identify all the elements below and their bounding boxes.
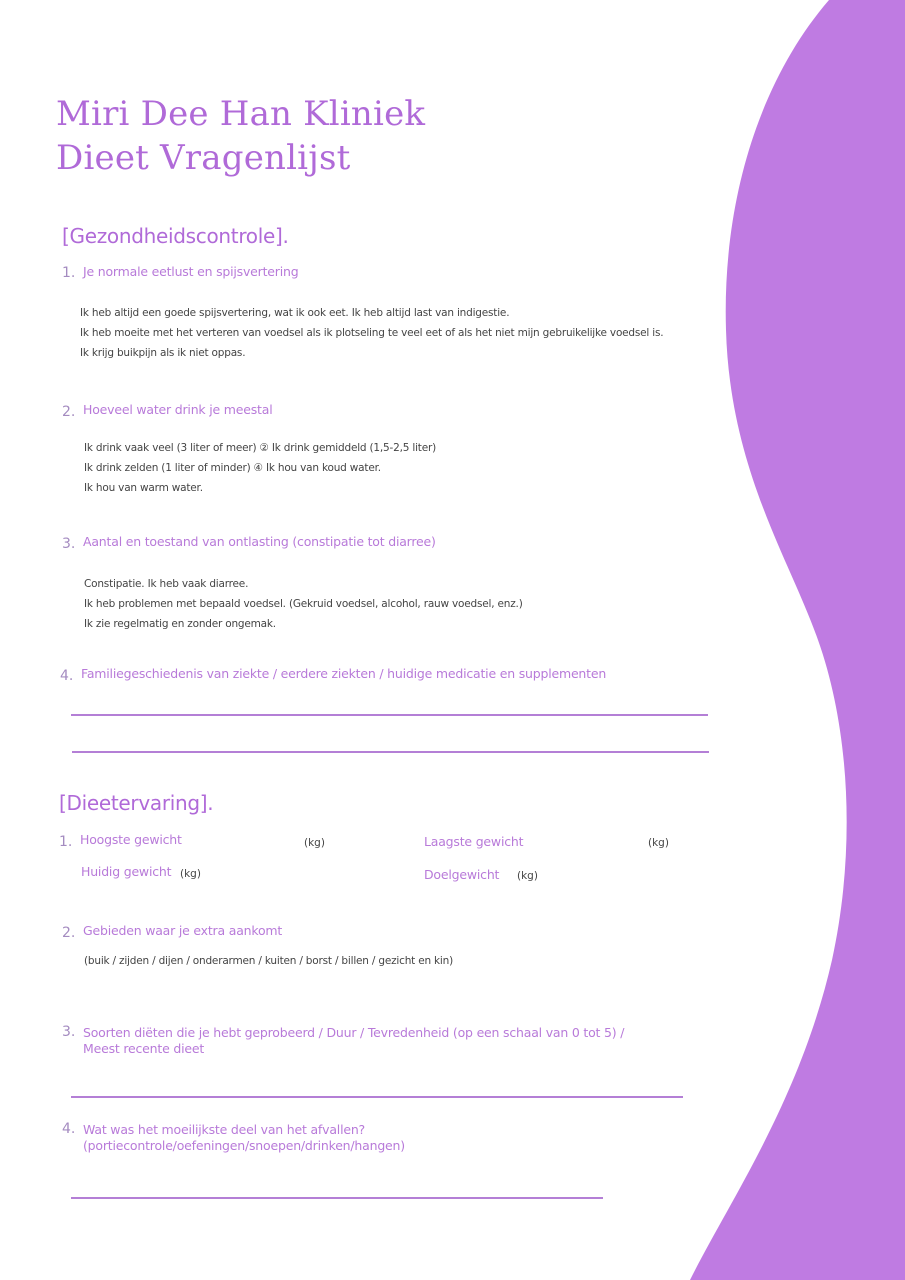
section-title-health-check: [Gezondheidscontrole].: [62, 224, 289, 248]
lowest-weight-label: Laagste gewicht: [424, 834, 524, 849]
question-label-appetite-digestion: Je normale eetlust en spijsvertering: [83, 264, 299, 279]
question-label-medical-history: Familiegeschiedenis van ziekte / eerdere ziekten / huidige medicatie en supplementen: [81, 666, 607, 681]
question-number: 2.: [62, 925, 76, 941]
question-number: 1.: [59, 834, 73, 850]
question-label-bowel-movement: Aantal en toestand van ontlasting (constipatie tot diarree): [83, 534, 436, 549]
option-item[interactable]: Ik hou van warm water.: [84, 482, 203, 494]
question-number: 3.: [62, 1024, 76, 1040]
options-appetite-digestion: [80, 303, 663, 363]
hint-text: (buik / zijden / dijen / onderarmen / kuiten / borst / billen / gezicht en kin): [84, 955, 453, 967]
question-label-line: Meest recente dieet: [83, 1041, 205, 1056]
option-item[interactable]: Ik heb moeite met het verteren van voedsel als ik plotseling te veel eet of als het niet mijn gebruikelijke voedsel is.: [80, 327, 664, 339]
lowest-weight-unit: (kg): [648, 837, 669, 849]
options-water-intake: [84, 438, 436, 498]
highest-weight-unit: (kg): [304, 837, 325, 849]
question-number: 1.: [62, 265, 76, 281]
section-title-diet-experience: [Dieetervaring].: [59, 791, 214, 815]
option-item[interactable]: Ik drink zelden (1 liter of minder) ④ Ik hou van koud water.: [84, 462, 381, 474]
question-label-weight-gain-areas: Gebieden waar je extra aankomt: [83, 923, 283, 938]
target-weight-label: Doelgewicht: [424, 867, 500, 882]
question-label-water-intake: Hoeveel water drink je meestal: [83, 402, 273, 417]
page-title: [56, 92, 425, 180]
question-number: 4.: [60, 668, 74, 684]
questionnaire-name: Dieet Vragenlijst: [56, 138, 351, 178]
option-item[interactable]: Constipatie. Ik heb vaak diarree.: [84, 578, 249, 590]
option-item[interactable]: Ik drink vaak veel (3 liter of meer) ② Ik drink gemiddeld (1,5-2,5 liter): [84, 442, 436, 454]
option-item[interactable]: Ik zie regelmatig en zonder ongemak.: [84, 618, 276, 630]
question-label-line: (portiecontrole/oefeningen/snoepen/drinken/hangen): [83, 1138, 405, 1153]
hint-weight-gain-areas: [84, 951, 453, 971]
answer-line-medical-history-2[interactable]: [72, 751, 709, 753]
highest-weight-label: Hoogste gewicht: [80, 832, 182, 847]
option-item[interactable]: Ik heb problemen met bepaald voedsel. (Gekruid voedsel, alcohol, rauw voedsel, enz.): [84, 598, 523, 610]
question-label-line: Soorten diëten die je hebt geprobeerd / Duur / Tevredenheid (op een schaal van 0 tot 5) /: [83, 1025, 625, 1040]
answer-line-diets-tried[interactable]: [71, 1096, 683, 1098]
question-label-diets-tried: [83, 1025, 624, 1057]
answer-line-medical-history-1[interactable]: [71, 714, 708, 716]
question-number: 4.: [62, 1121, 76, 1137]
question-number: 3.: [62, 536, 76, 552]
question-label-line: Wat was het moeilijkste deel van het afvallen?: [83, 1122, 365, 1137]
answer-line-hardest-part[interactable]: [71, 1197, 603, 1199]
clinic-name: Miri Dee Han Kliniek: [56, 94, 426, 134]
options-bowel-movement: [84, 574, 523, 634]
current-weight-label: Huidig gewicht: [81, 864, 172, 879]
question-label-hardest-part: [83, 1122, 405, 1154]
question-number: 2.: [62, 404, 76, 420]
option-item[interactable]: Ik krijg buikpijn als ik niet oppas.: [80, 347, 246, 359]
target-weight-unit: (kg): [517, 870, 538, 882]
current-weight-unit: (kg): [180, 868, 201, 880]
option-item[interactable]: Ik heb altijd een goede spijsvertering, wat ik ook eet. Ik heb altijd last van indigestie.: [80, 307, 510, 319]
